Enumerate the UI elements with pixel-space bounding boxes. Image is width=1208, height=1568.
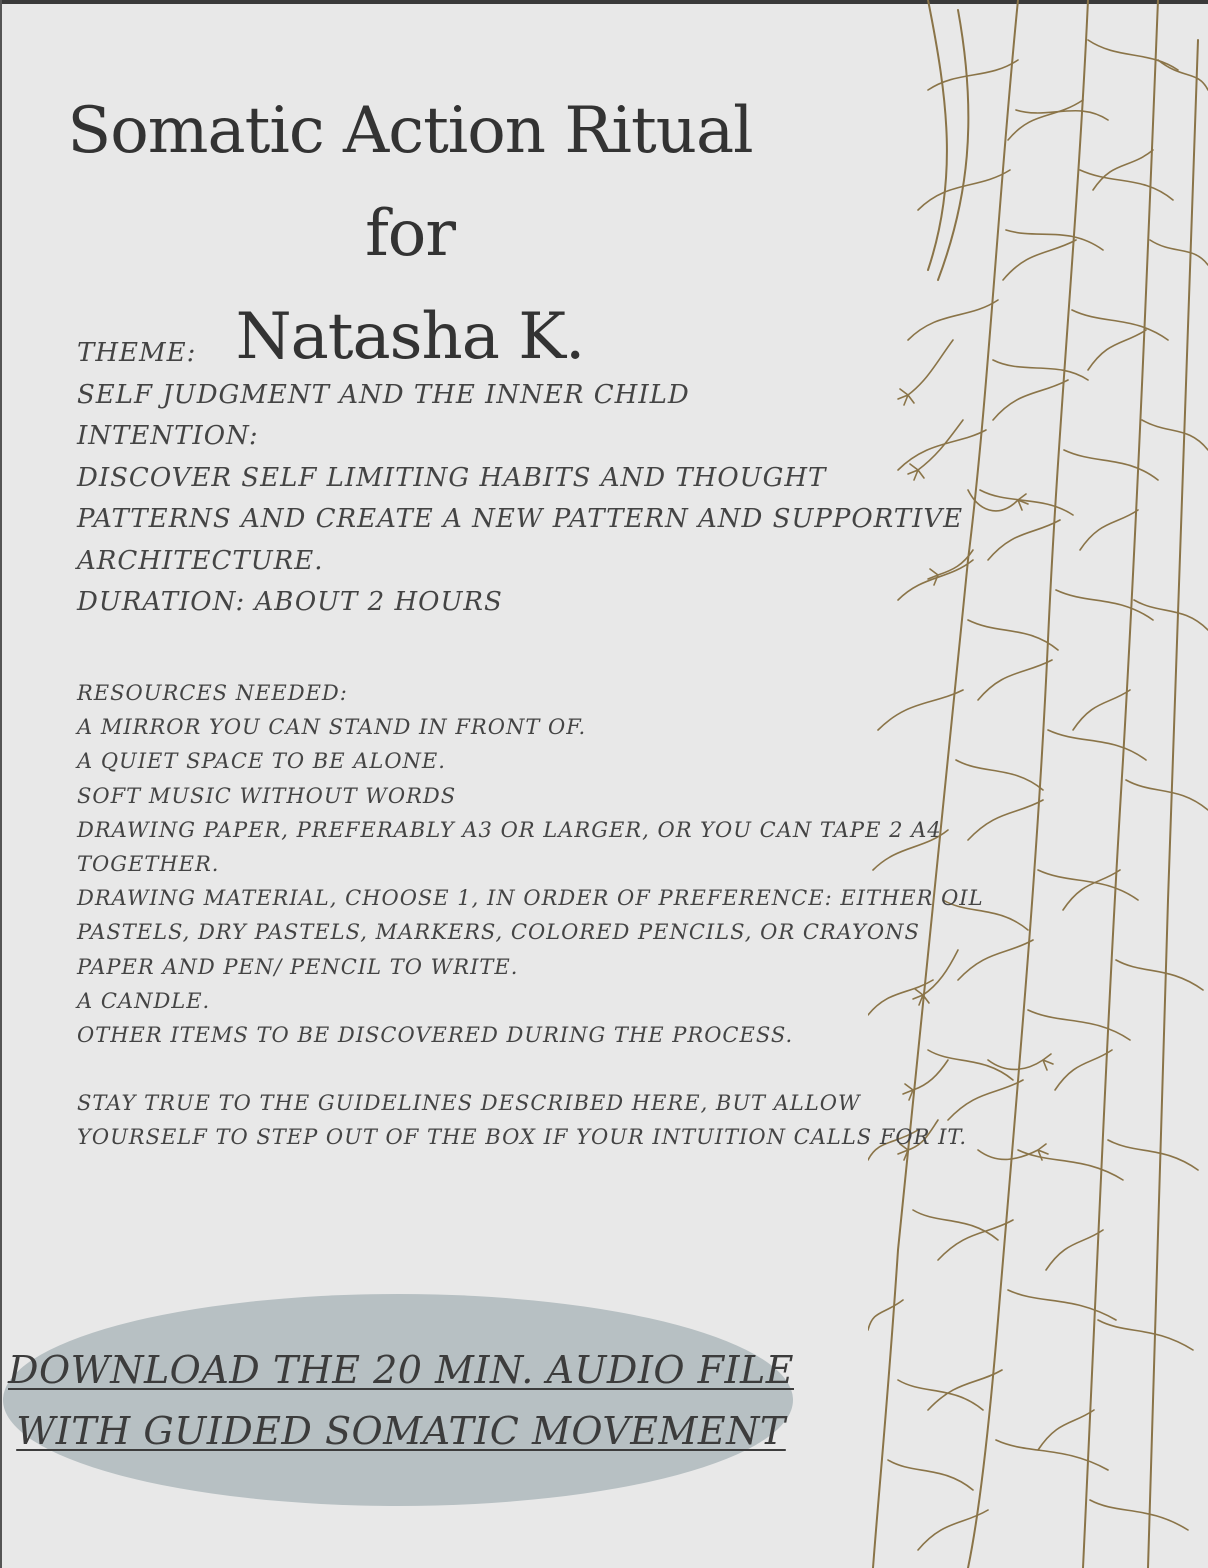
title-line-2: Natasha K. [235, 300, 585, 374]
download-line-2: WITH GUIDED SOMATIC MOVEMENT [16, 1409, 786, 1453]
intention-line: ARCHITECTURE. [77, 545, 324, 576]
resources-section [77, 676, 984, 1155]
resources-heading: RESOURCES NEEDED: [77, 681, 348, 705]
download-line-1: DOWNLOAD THE 20 MIN. AUDIO FILE [8, 1348, 794, 1392]
guideline-note: STAY TRUE TO THE GUIDELINES DESCRIBED HERE, BUT ALLOW [77, 1091, 861, 1116]
theme-value: SELF JUDGMENT AND THE INNER CHILD [77, 379, 690, 410]
intention-line: PATTERNS AND CREATE A NEW PATTERN AND SUPPORTIVE [77, 504, 964, 534]
guideline-note: YOURSELF TO STEP OUT OF THE BOX IF YOUR INTUITION CALLS FOR IT. [77, 1125, 967, 1150]
resource-line: PAPER AND PEN/ PENCIL TO WRITE. [77, 954, 519, 979]
resource-line: A QUIET SPACE TO BE ALONE. [77, 749, 446, 774]
download-audio-link[interactable] [0, 1340, 802, 1462]
intro-section [77, 333, 977, 624]
resource-line: A CANDLE. [77, 988, 211, 1013]
title-line-1: Somatic Action Ritual for [67, 94, 753, 271]
resource-line: OTHER ITEMS TO BE DISCOVERED DURING THE PROCESS. [77, 1023, 794, 1048]
resource-line: DRAWING PAPER, PREFERABLY A3 OR LARGER, OR YOU CAN TAPE 2 A4 [77, 817, 942, 842]
resource-line: A MIRROR YOU CAN STAND IN FRONT OF. [77, 715, 587, 740]
intention-line: DISCOVER SELF LIMITING HABITS AND THOUGHT [77, 462, 827, 493]
intention-label: INTENTION: [77, 421, 259, 451]
resource-line: TOGETHER. [77, 852, 220, 877]
left-border [0, 0, 2, 1568]
resource-line: DRAWING MATERIAL, CHOOSE 1, IN ORDER OF PREFERENCE: EITHER OIL [77, 886, 984, 911]
resource-line: SOFT MUSIC WITHOUT WORDS [77, 783, 457, 808]
resource-line: PASTELS, DRY PASTELS, MARKERS, COLORED PENCILS, OR CRAYONS [77, 920, 920, 945]
spacer [77, 1052, 977, 1086]
duration: DURATION: ABOUT 2 HOURS [77, 587, 503, 617]
theme-label: THEME: [77, 338, 197, 368]
